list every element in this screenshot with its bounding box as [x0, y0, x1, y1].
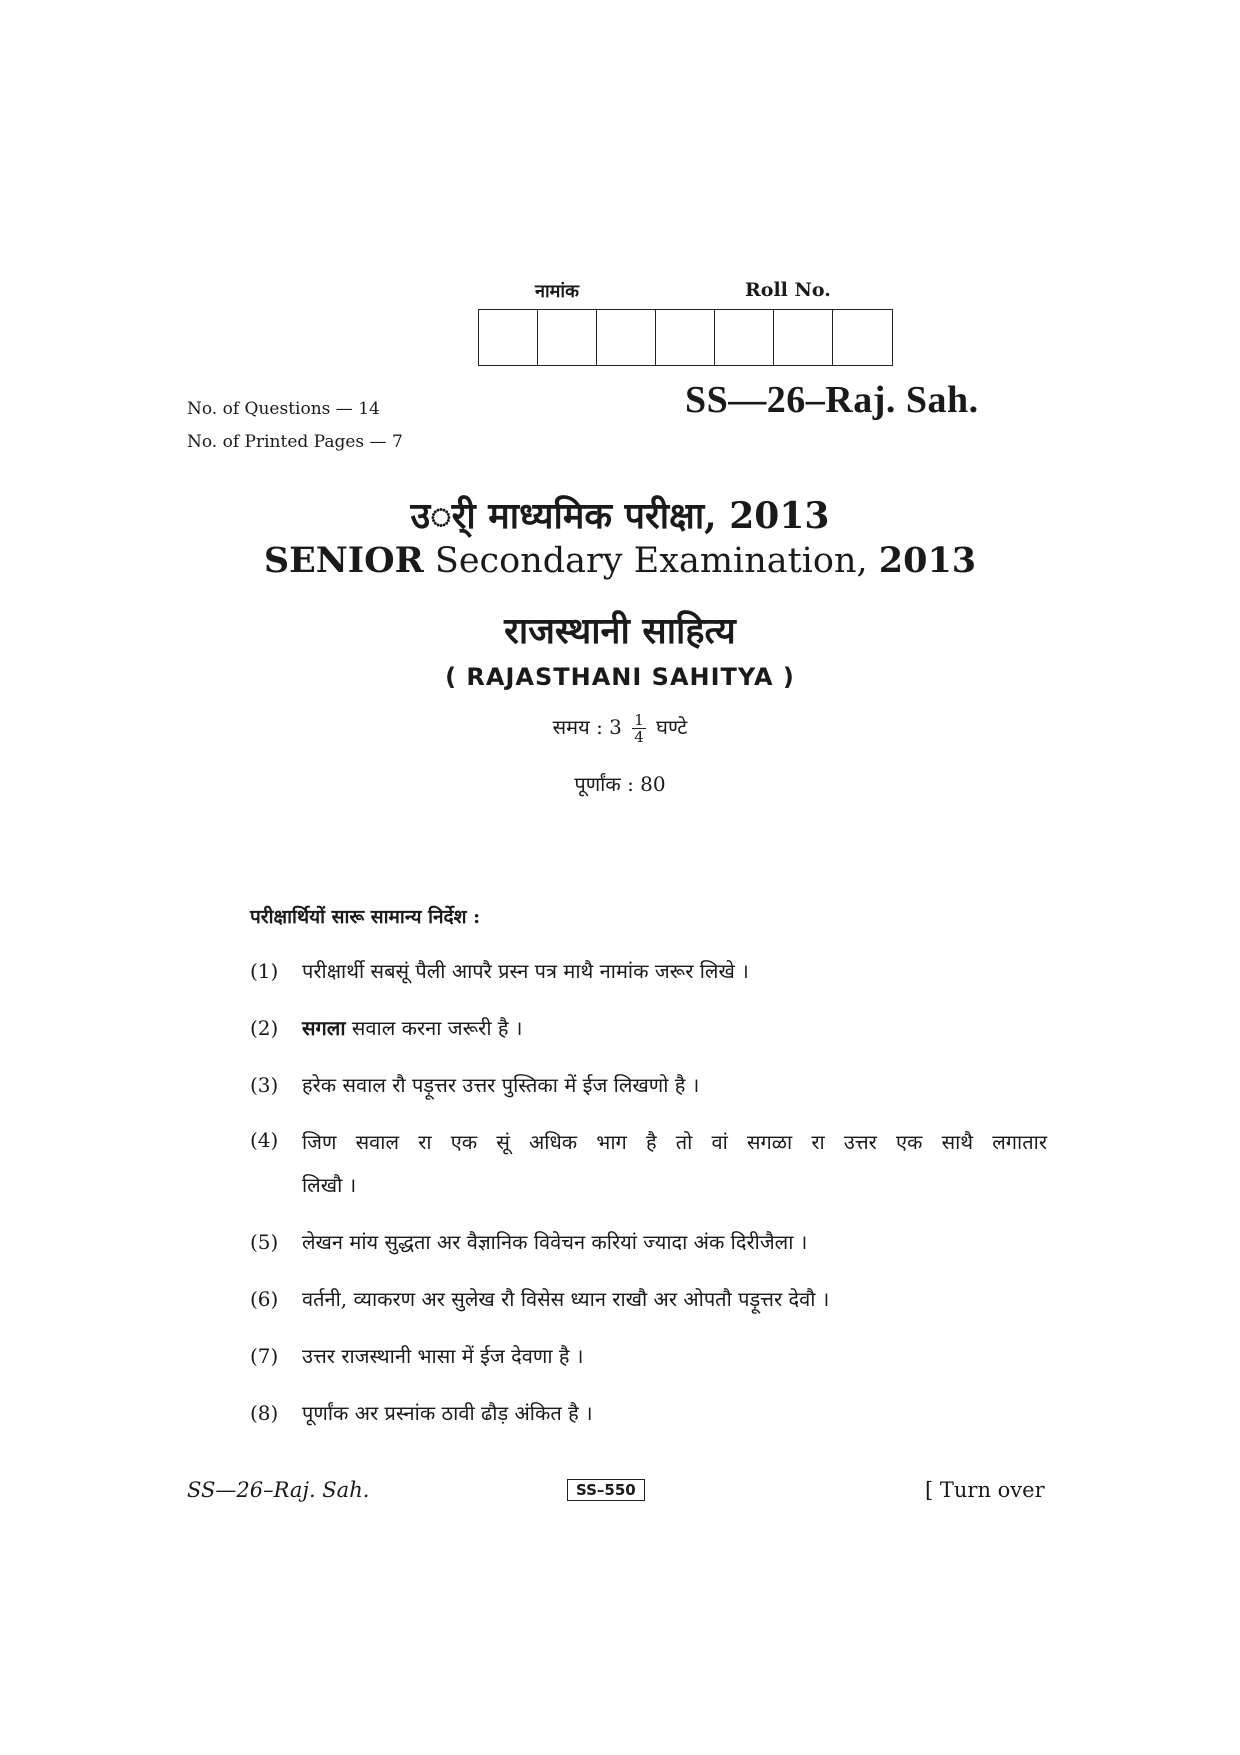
instruction-number: (5)	[250, 1230, 279, 1254]
exam-title-year: 2013	[878, 540, 977, 581]
fraction-denominator: 4	[634, 728, 644, 746]
instruction-text-continued: लिखौ ।	[302, 1173, 357, 1197]
instruction-bold-word: सगला	[302, 1016, 346, 1040]
instruction-text: हरेक सवाल रौ पड़ूत्तर उत्तर पुस्तिका में ईज लिखणो है ।	[302, 1073, 700, 1097]
instruction-item	[250, 1014, 1050, 1041]
roll-box[interactable]	[538, 310, 597, 365]
max-marks: पूर्णांक : 80	[574, 772, 666, 796]
exam-time	[0, 712, 1240, 745]
time-fraction	[632, 712, 646, 745]
instruction-text: वर्तनी, व्याकरण अर सुलेख रौ विसेस ध्यान राखौ अर ओपतौ पड़ूत्तर देवौ ।	[302, 1287, 830, 1311]
instruction-number: (3)	[250, 1073, 279, 1097]
roll-box[interactable]	[597, 310, 656, 365]
instruction-text: जिण सवाल रा एक सूं अधिक भाग है तो वां सगळा रा उत्तर एक साथै लगातार	[302, 1130, 1047, 1154]
instruction-text: सवाल करना जरूरी है ।	[345, 1016, 523, 1040]
instruction-item	[250, 1342, 1050, 1369]
roll-box[interactable]	[833, 310, 892, 365]
subject-title-english: ( RAJASTHANI SAHITYA )	[445, 663, 795, 691]
instruction-item	[250, 1228, 1050, 1255]
exam-title-rest: Secondary Examination,	[423, 541, 879, 581]
instruction-number: (6)	[250, 1287, 279, 1311]
instruction-text: परीक्षार्थी सबसूं पैली आपरै प्रस्न पत्र माथै नामांक जरूर लिखे ।	[302, 959, 749, 983]
exam-title-bold: SENIOR	[263, 540, 424, 581]
instruction-number: (7)	[250, 1344, 279, 1368]
exam-title-english	[0, 540, 1240, 581]
roll-label-hindi: नामांक	[535, 281, 579, 302]
roll-box[interactable]	[656, 310, 715, 365]
instruction-text: पूर्णांक अर प्रस्नांक ठावी ढौड़ अंकित है ।	[302, 1401, 593, 1425]
instruction-number: (4)	[250, 1128, 279, 1152]
time-prefix: समय : 3	[552, 715, 622, 739]
subject-title-hindi: राजस्थानी साहित्य	[504, 610, 736, 652]
instruction-number: (8)	[250, 1401, 279, 1425]
instructions-heading: परीक्षार्थियों सारू सामान्य निर्देश :	[250, 906, 481, 928]
roll-number-boxes[interactable]	[478, 309, 893, 366]
instruction-item	[250, 957, 1050, 984]
time-suffix: घण्टे	[656, 715, 688, 739]
instruction-number: (2)	[250, 1016, 279, 1040]
paper-code: SS—26–Raj. Sah.	[685, 379, 979, 421]
fraction-numerator: 1	[634, 711, 644, 729]
num-questions: No. of Questions — 14	[187, 399, 380, 419]
exam-title-hindi: उर्ी माध्यमिक परीक्षा, 2013	[410, 495, 830, 537]
footer-series-code: SS–550	[567, 1479, 645, 1501]
instruction-item	[250, 1399, 1050, 1426]
instruction-text: लेखन मांय सुद्धता अर वैज्ञानिक विवेचन करियां ज्यादा अंक दिरीजैला ।	[302, 1230, 808, 1254]
footer-turn-over: [ Turn over	[925, 1478, 1045, 1502]
instruction-item	[250, 1128, 1050, 1155]
instruction-item	[250, 1071, 1050, 1098]
num-printed-pages: No. of Printed Pages — 7	[187, 432, 403, 452]
footer-paper-code: SS—26–Raj. Sah.	[187, 1478, 370, 1502]
roll-box[interactable]	[774, 310, 833, 365]
roll-box[interactable]	[479, 310, 538, 365]
instruction-number: (1)	[250, 959, 279, 983]
instruction-item	[250, 1285, 1050, 1312]
roll-label-english: Roll No.	[745, 279, 831, 301]
instruction-text: उत्तर राजस्थानी भासा में ईज देवणा है ।	[302, 1344, 584, 1368]
roll-box[interactable]	[715, 310, 774, 365]
